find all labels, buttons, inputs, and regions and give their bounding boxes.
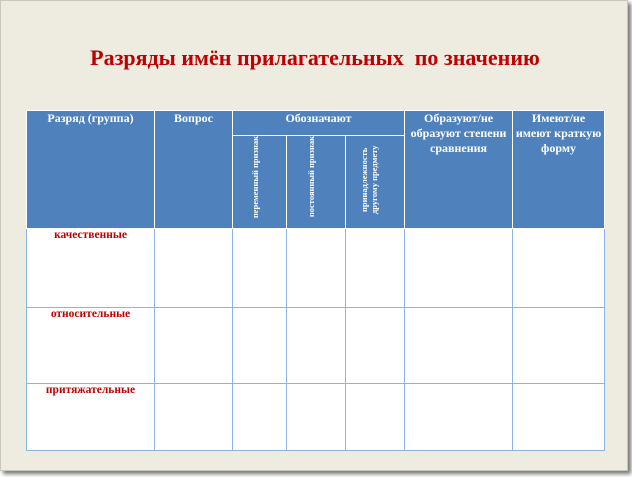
table-cell [513, 308, 605, 384]
header-belonging [346, 136, 405, 229]
header-variable-feature [233, 136, 287, 229]
table-row [27, 384, 605, 451]
table-row [27, 229, 605, 308]
header-short-form: Имеют/не имеют краткую форму [513, 111, 605, 229]
table-cell [233, 229, 287, 308]
table-cell [233, 308, 287, 384]
table-row [27, 308, 605, 384]
table-cell [287, 229, 346, 308]
header-constant-feature [287, 136, 346, 229]
row-label-possessive: притяжательные [27, 384, 155, 451]
table-cell [287, 308, 346, 384]
table-cell [155, 229, 233, 308]
constant-feature-label: постоянный признак [306, 136, 316, 218]
header-question: Вопрос [155, 111, 233, 229]
table-cell [346, 308, 405, 384]
slide-title: Разряды имён прилагательных по значению [90, 45, 540, 70]
table-cell [405, 384, 513, 451]
table-cell [287, 384, 346, 451]
row-label-relative: относительные [27, 308, 155, 384]
table-cell [155, 384, 233, 451]
table-cell [346, 384, 405, 451]
table-cell [346, 229, 405, 308]
table-cell [513, 229, 605, 308]
table-cell [233, 384, 287, 451]
belonging-label: принадлежность другому предмету [359, 145, 380, 215]
table-cell [155, 308, 233, 384]
header-category: Разряд (группа) [27, 111, 155, 229]
table-cell [513, 384, 605, 451]
adjectives-table [26, 110, 605, 451]
header-degrees: Образуют/не образуют степени сравнения [405, 111, 513, 229]
header-denote: Обозначают [233, 111, 405, 136]
table-cell [405, 308, 513, 384]
variable-feature-label: переменный признак [249, 136, 260, 219]
table-cell [405, 229, 513, 308]
row-label-qualitative: качественные [27, 229, 155, 308]
